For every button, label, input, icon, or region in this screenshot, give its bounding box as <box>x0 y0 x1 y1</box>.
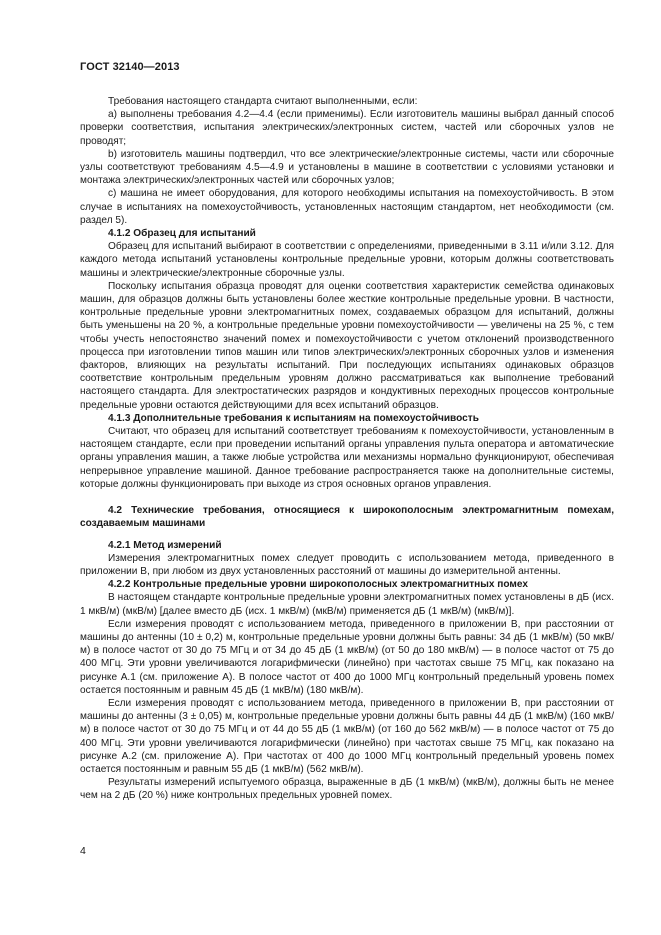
paragraph: c) машина не имеет оборудования, для которого необходимы испытания на помехоустойчивость. В этом случае в испытаниях на помехоустойчивость, установленных настоящим стандартом, нет необходимости (см. раздел 5). <box>80 188 614 226</box>
paragraph: Поскольку испытания образца проводят для оценки соответствия характеристик семейства одинаковых машин, для образцов должны быть установлены более жесткие контрольные предельные уровни. В частности, контрольные предельные уровни электромагнитных помех, создаваемых образцом для испытаний, должны быть уменьшены на 20 %, а контрольные предельные уровни помехоустойчивости — увеличены на 25 %, с тем чтобы учесть непостоянство значений помех и помехоустойчивости с учетом отклонений производственного процесса при изготовлении типов машин или типов электрических/электронных сборочных узлов и изменения факторов, влияющих на результаты испытаний. При последующих испытаниях одинаковых образцов соответствие контрольным предельным уровням должно рассматриваться как выполнение требований настоящего стандарта. Для электростатических разрядов и кондуктивных переходных процессов контрольные предельные уровни остаются действующими для всех испытаний образцов. <box>80 280 614 411</box>
paragraph: Если измерения проводят с использованием метода, приведенного в приложении В, при расстоянии от машины до антенны (3 ± 0,05) м, контрольные предельные уровни должны быть равны 44 дБ (1 мкВ/м) (160 мкВ/м) в полосе частот от 30 до 75 МГц и от 44 до 55 дБ (1 мкВ/м) (от 160 до 562 мкВ/м) — в полосе частот от 75 до 400 МГц. Эти уровни увеличиваются логарифмически (линейно) при частотах свыше 75 МГц, как показано на рисунке А.2 (см. приложение А). При частотах от 400 до 1000 МГц контрольный предельный уровень помех остается постоянным и равным 55 дБ (1 мкВ/м) (562 мкВ/м). <box>80 697 614 775</box>
page-number: 4 <box>80 845 86 857</box>
paragraph: В настоящем стандарте контрольные предельные уровни электромагнитных помех установлены в дБ (исх. 1 мкВ/м) (мкВ/м) [далее вместо дБ (исх. 1 мкВ/м) (мкВ/м) применяется дБ (1 мкВ/м) (мкВ/м)]. <box>80 592 614 617</box>
document-body <box>80 95 614 803</box>
paragraph: b) изготовитель машины подтвердил, что все электрические/электронные системы, части или сборочные узлы соответствуют требованиям 4.5—4.9 и установлены в машине в соответствии с условиями установки и монтажа электрических/электронных частей или сборочных узлов; <box>80 148 614 187</box>
paragraph: Если измерения проводят с использованием метода, приведенного в приложении В, при расстоянии от машины до антенны (10 ± 0,2) м, контрольные предельные уровни должны быть равны: 34 дБ (1 мкВ/м) (50 мкВ/м) в полосе частот от 30 до 75 МГц и от 34 до 45 дБ (1 мкВ/м) (от 50 до 180 мкВ/м) — в полосе частот от 75 до 400 МГц. Эти уровни увеличиваются логарифмически (линейно) при частотах свыше 75 МГц, как показано на рисунке А.1 (см. приложение А). В полосе частот от 400 до 1000 МГц контрольный предельный уровень помех остается постоянным и равным 45 дБ (1 мкВ/м) (180 мкВ/м). <box>80 618 614 696</box>
section-heading: 4.1.3 Дополнительные требования к испытаниям на помехоустойчивость <box>108 412 479 424</box>
section-heading: 4.1.2 Образец для испытаний <box>108 228 256 240</box>
paragraph: Требования настоящего стандарта считают выполненными, если: <box>108 96 418 107</box>
paragraph: Результаты измерений испытуемого образца, выраженные в дБ (1 мкВ/м) (мкВ/м), должны быть не менее чем на 2 дБ (20 %) ниже контрольных предельных уровней помех. <box>80 777 614 802</box>
paragraph: Образец для испытаний выбирают в соответствии с определениями, приведенными в 3.11 и/или 3.12. Для каждого метода испытаний установлены контрольные предельные уровни, которым должны соответствовать машины и электрические/электронные сборочные узлы. <box>80 241 614 279</box>
paragraph: a) выполнены требования 4.2—4.4 (если применимы). Если изготовитель машины выбрал данный способ проверки соответствия, испытания электрических/электронных систем, частей или сборочных узлов не проводят; <box>80 109 614 147</box>
paragraph: Измерения электромагнитных помех следует проводить с использованием метода, приведенного в приложении В, при любом из двух установленных расстояний от машины до измерительной антенны. <box>80 552 614 577</box>
section-title: 4.2 Технические требования, относящиеся к широкополосным электромагнитным помехам, создаваемым машинами <box>80 505 614 530</box>
paragraph: Считают, что образец для испытаний соответствует требованиям к помехоустойчивости, установленным в настоящем стандарте, если при проведении испытаний органы управления пульта оператора и автоматические органы управления машин, а также любые устройства или механизмы нормально функционируют, обеспечивая непрерывное управление машиной. Данное требование распространяется также на дополнительные системы, которые должны функционировать при выходе из строя основных органов управления. <box>80 426 614 490</box>
document-header: ГОСТ 32140—2013 <box>80 61 180 73</box>
section-heading: 4.2.1 Метод измерений <box>108 539 222 551</box>
section-heading: 4.2.2 Контрольные предельные уровни широкополосных электромагнитных помех <box>108 579 528 591</box>
